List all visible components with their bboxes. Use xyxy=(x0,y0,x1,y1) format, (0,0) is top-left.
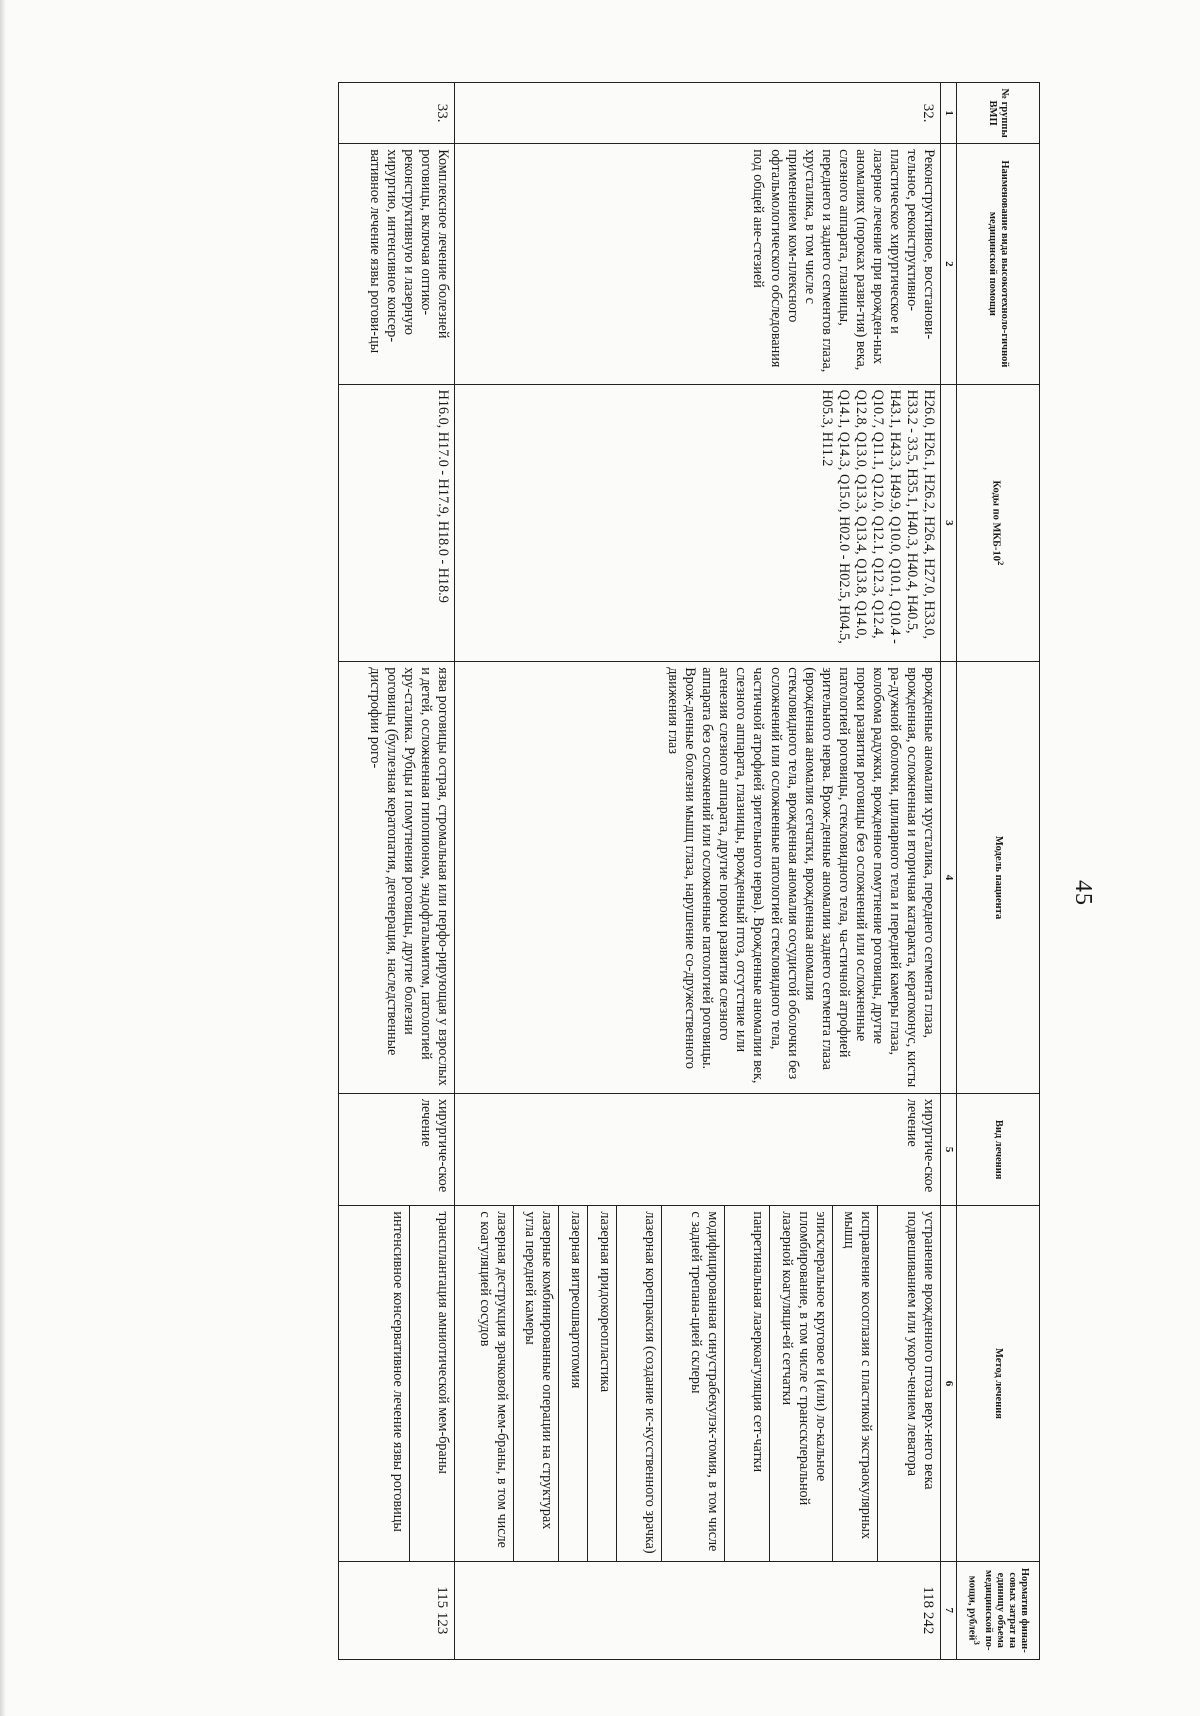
financial-norm-32: 118 242 xyxy=(454,1561,940,1659)
column-number: 2 xyxy=(940,144,956,384)
column-number: 6 xyxy=(940,1206,956,1561)
header-vmp-name: Наименование вида высокотехноло-гичной медицинской помощи xyxy=(957,144,1040,384)
header-icd-codes: Коды по МКБ-$10^2$ xyxy=(957,384,1040,662)
vmp-name-33: Комплексное лечение болезней роговицы, включая оптико-реконструктивную и лазерную хирургию, интенсивное консер-вативное лечение язвы рогови-цы xyxy=(338,144,454,384)
header-treatment-type: Вид лечения xyxy=(957,1093,1040,1206)
treatment-type-33: хирургиче-ское лечение xyxy=(338,1093,454,1206)
column-number: 3 xyxy=(940,384,956,662)
icd-codes-33: H16.0, H17.0 - H17.9, H18.0 - H18.9 xyxy=(338,384,454,662)
treatment-method: модифицированная синустрабекулэк-томия, в том числе с задней трепана-цией склеры xyxy=(661,1206,724,1561)
column-number: 1 xyxy=(940,83,956,144)
treatment-method: лазерная корепраксия (создание ис-кусственного зрачка) xyxy=(616,1206,661,1561)
column-number: 5 xyxy=(940,1093,956,1206)
financial-norm-33: 115 123 xyxy=(338,1561,454,1659)
header-row xyxy=(957,83,1040,1660)
table-row xyxy=(877,83,940,1660)
header-treatment-method: Метод лечения xyxy=(957,1206,1040,1561)
group-number-32: 32. xyxy=(454,83,940,144)
table-row xyxy=(409,83,454,1660)
header-norm-superscript: 3 xyxy=(972,1640,983,1645)
treatment-method: эписклеральное круговое и (или) ло-кальное пломбирование, в том числе с транссклеральной лазерной коагуляци-ей сетчатки xyxy=(769,1206,832,1561)
column-number: 4 xyxy=(940,662,956,1094)
column-number: 7 xyxy=(940,1561,956,1659)
column-number-row xyxy=(940,83,956,1660)
header-patient-model: Модель пациента xyxy=(957,662,1040,1094)
header-financial-norm: Норматив финан-совых затрат на единицу объема медицинской по-мощи, рублей$^3$ xyxy=(957,1561,1040,1659)
icd-codes-32: H26.0, H26.1, H26.2, H26.4, H27.0, H33.0, H33.2 - 33.5, H35.1, H40.3, H40.4, H40.5, H43.1, H43.3, H49.9, Q10.0, Q10.1, Q10.4 - Q10.7, Q11.1, Q12.0, Q12.1, Q12.3, Q12.4, Q12.8, Q13.0, Q13.3, Q13.4, Q13.8, Q14.0, Q14.1, Q14.3, Q15.0, H02.0 - H02.5, H04.5, H05.3, H11.2 xyxy=(454,384,940,662)
page-number: 45 xyxy=(1070,880,1096,906)
vmp-table xyxy=(338,82,1040,1660)
treatment-method: исправление косоглазия с пластикой экстраокулярных мышц xyxy=(832,1206,877,1561)
treatment-method: трансплантация амниотической мем-браны xyxy=(409,1206,454,1561)
group-number-33: 33. xyxy=(338,83,454,144)
treatment-method: интенсивное консервативное лечение язвы роговицы xyxy=(338,1206,409,1561)
treatment-method: лазерная иридокореопластика xyxy=(587,1206,616,1561)
treatment-type-32: хирургиче-ское лечение xyxy=(454,1093,940,1206)
treatment-method: устранение врожденного птоза верх-него века подвешиванием или укоро-чением леватора xyxy=(877,1206,940,1561)
rotated-document xyxy=(88,82,1040,1660)
header-icd-superscript: 2 xyxy=(996,560,1007,566)
treatment-method: панретинальная лазеркоагуляция сет-чатки xyxy=(724,1206,769,1561)
treatment-method: лазерная витреошвартотомия xyxy=(558,1206,587,1561)
scan-edge xyxy=(0,0,6,1716)
header-group-number: № группы ВМП xyxy=(957,83,1040,144)
treatment-method: лазерные комбинированные операции на структурах угла передней камеры xyxy=(513,1206,558,1561)
vmp-name-32: Реконструктивное, восстанови-тельное, реконструктивно-пластическое хирургическое и лазерное лечение при врожден-ных аномалиях (пороках разви-тия) века, слезного аппарата, глазницы, переднего и заднего сегментов глаза, хрусталика, в том числе с применением ком-плексного офтальмологического обследования под общей ане-стезией xyxy=(454,144,940,384)
treatment-method: лазерная деструкция зрачковой мем-браны, в том числе с коагуляцией сосудов xyxy=(454,1206,513,1561)
patient-model-32: врожденные аномалии хрусталика, переднего сегмента глаза, врожденная, осложненная и вторичная катаракта, кератоконус, кисты ра-дужной оболочки, цилиарного тела и передней камеры глаза, колобома радужки, врожденное помутнение роговицы, другие пороки развития роговицы без осложнений или осложненные патологией роговицы, стекловидного тела, ча-стичной атрофией зрительного нерва. Врож-денные аномалии заднего сегмента глаза (врожденная аномалия сетчатки, врожденная аномалия стекловидного тела, врожденная аномалия сосудистой оболочки без осложнений или осложненные патологией стекловидного тела, частичной атрофией зрительного нерва). Врожденные аномалии век, слезного аппарата, глазницы, врожденный птоз, отсутствие или агенезия слезного аппарата, другие пороки развития слезного аппарата без осложнений или осложненные патологией роговицы. Врож-денные болезни мышц глаза, нарушение со-дружественного движения глаз xyxy=(454,662,940,1094)
patient-model-33: язва роговицы острая, стромальная или перфо-рирующая у взрослых и детей, осложненная гипопионом, эндофтальмитом, патологией хру-сталика. Рубцы и помутнения роговицы, другие болезни роговицы (буллезная кератопатия, дегенерация, наследственные дистрофии рого- xyxy=(338,662,454,1094)
